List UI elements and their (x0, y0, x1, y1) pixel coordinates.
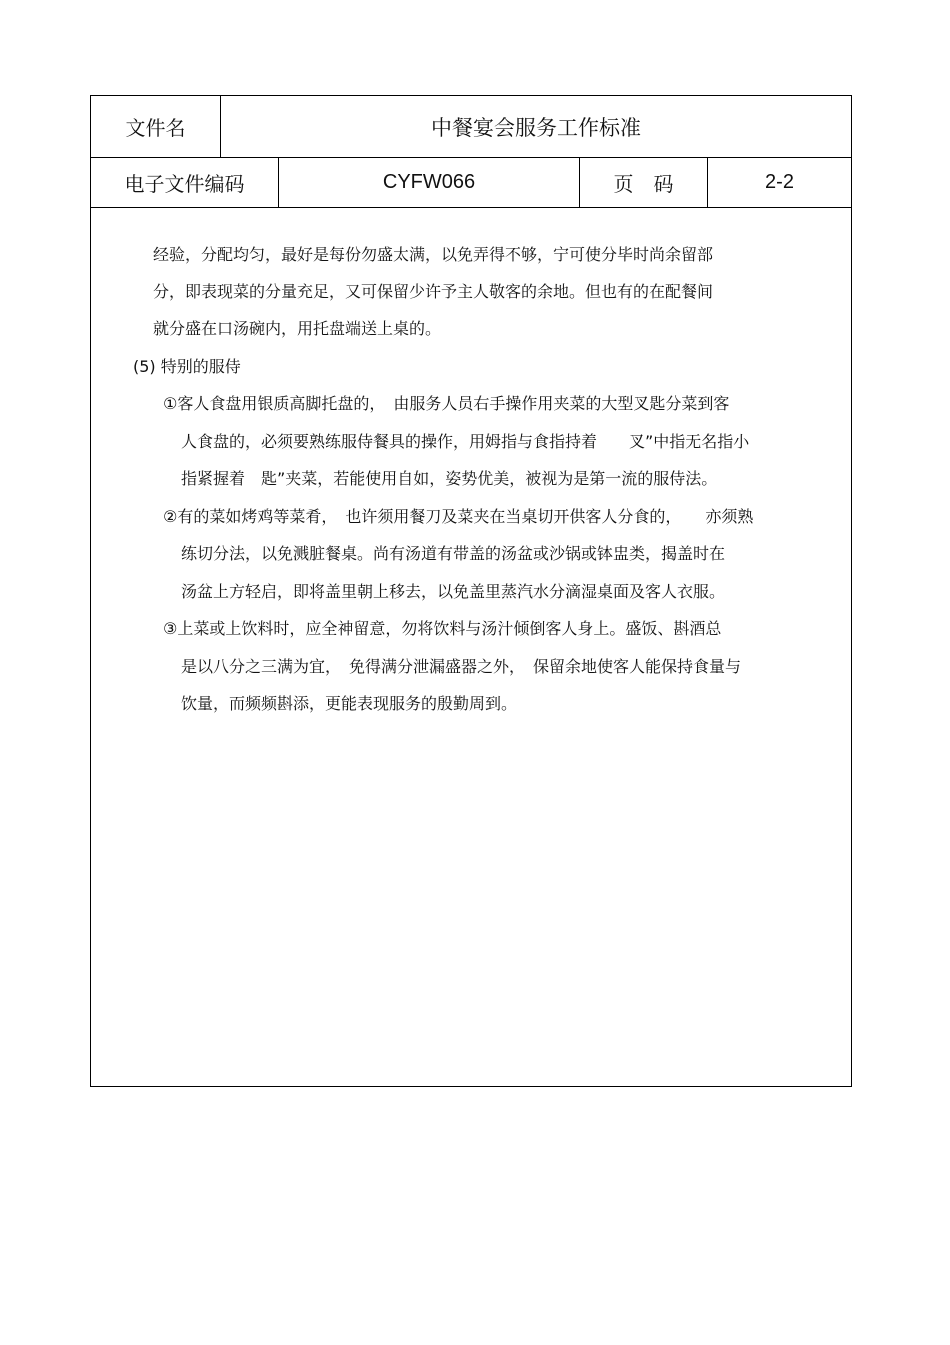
body-line-1: 经验，分配均匀，最好是每份勿盛太满，以免弄得不够，宁可使分毕时尚余留部 (153, 245, 714, 264)
body-line-6: 人食盘的，必须要熟练服侍餐具的操作，用姆指与食指持着 叉”中指无名指小 (181, 432, 750, 451)
page-value: 2-2 (765, 171, 794, 193)
body-line-2: 分，即表现菜的分量充足，又可保留少许予主人敬客的余地。但也有的在配餐间 (153, 282, 714, 301)
body-line-11: ③上菜或上饮料时，应全神留意，勿将饮料与汤汁倾倒客人身上。盛饭、斟酒总 (163, 619, 722, 638)
document-frame (90, 95, 852, 1087)
body-line-8: ②有的菜如烤鸡等菜肴， 也许须用餐刀及菜夹在当桌切开供客人分食的， 亦须熟 (163, 507, 754, 526)
header-bottom-divider (91, 207, 851, 208)
page-label: 页 码 (613, 172, 674, 196)
body-line-10: 汤盆上方轻启，即将盖里朝上移去，以免盖里蒸汽水分滴湿桌面及客人衣服。 (181, 582, 726, 601)
file-name-label: 文件名 (125, 116, 186, 140)
body-line-9: 练切分法，以免溅脏餐桌。尚有汤道有带盖的汤盆或沙锅或钵盅类，揭盖时在 (181, 544, 726, 563)
section-heading: (5) 特别的服侍 (133, 357, 241, 376)
code-value: CYFW066 (382, 171, 476, 193)
body-line-3: 就分盛在口汤碗内，用托盘端送上桌的。 (153, 319, 442, 338)
body-line-13: 饮量，而频频斟添，更能表现服务的殷勤周到。 (181, 694, 518, 713)
body-line-7: 指紧握着 匙”夹菜，若能使用自如，姿势优美，被视为是第一流的服侍法。 (181, 469, 718, 488)
code-label: 电子文件编码 (124, 172, 245, 196)
file-title: 中餐宴会服务工作标准 (431, 115, 641, 140)
body-line-5: ①客人食盘用银质高脚托盘的， 由服务人员右手操作用夹菜的大型叉匙分菜到客 (163, 394, 730, 413)
body-line-12: 是以八分之三满为宜， 免得满分泄漏盛器之外， 保留余地使客人能保持食量与 (181, 657, 742, 676)
